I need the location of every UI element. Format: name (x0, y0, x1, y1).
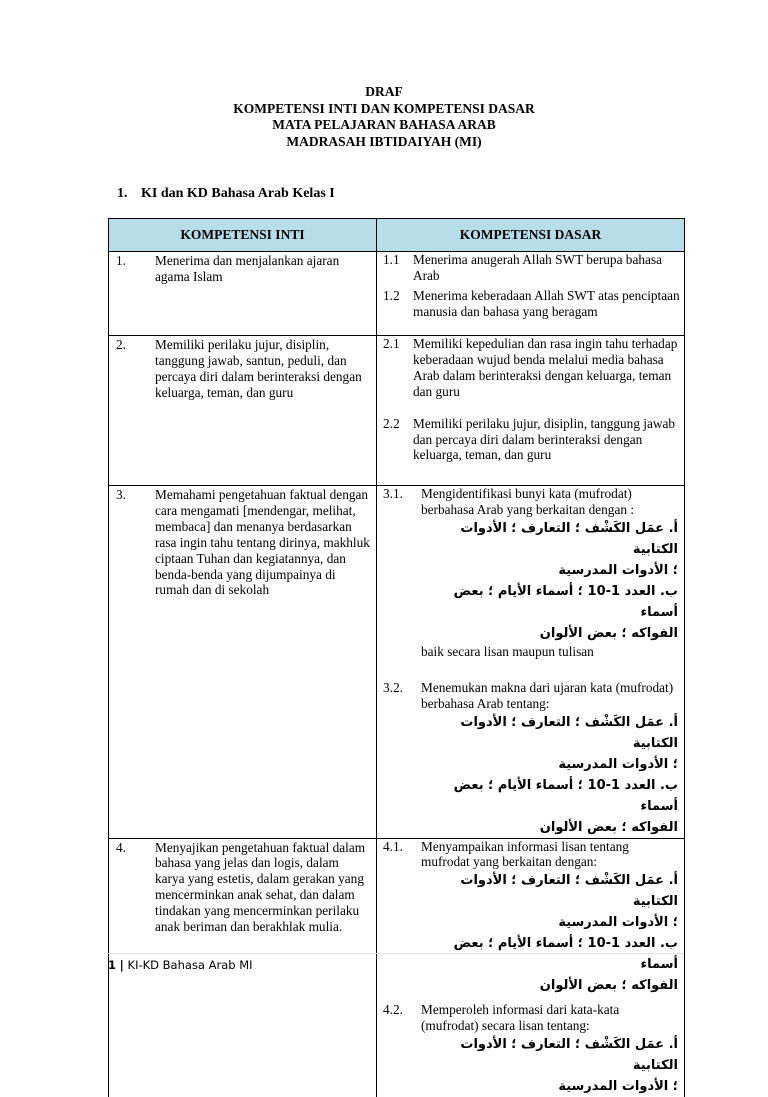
kd-text: Mengidentifikasi bunyi kata (mufrodat) berbahasa Arab yang berkaitan dengan : (421, 486, 635, 517)
kd-text: Memperoleh informasi dari kata-kata (mufrodat) secara lisan tentang: (421, 1002, 620, 1034)
kd-item (377, 252, 684, 284)
footer-separator: | (119, 958, 124, 972)
ki-number: 1. (116, 253, 126, 268)
ki-cell (109, 486, 377, 839)
ki-text: Menyajikan pengetahuan faktual dalam bahasa yang jelas dan logis, dalam karya yang estetis, dalam gerakan yang mencerminkan anak sehat, dan dalam tindakan yang mencerminkan perilaku anak beriman dan berakhlak mulia. (155, 839, 366, 935)
ki-text: Memiliki perilaku jujur, disiplin, tanggung jawab, santun, peduli, dan percaya diri dalam berinteraksi dengan keluarga, teman, dan guru (155, 337, 362, 400)
kd-cell (377, 252, 685, 336)
kd-text-after: baik secara lisan maupun tulisan (421, 643, 594, 659)
kd-item (377, 680, 684, 838)
kd-item (377, 336, 684, 400)
kd-cell (377, 486, 685, 839)
table-header-row (109, 219, 685, 252)
ki-text: Memahami pengetahuan faktual dengan cara mengamati [mendengar, melihat, membaca] dan menanya berdasarkan rasa ingin tahu tentang dirinya, makhluk ciptaan Tuhan dan kegiatannya, dan benda-benda yang dijumpainya di rumah dan di sekolah (155, 487, 370, 598)
kd-item (377, 288, 684, 320)
kd-text: Menerima keberadaan Allah SWT atas penciptaan manusia dan bahasa yang beragam (413, 287, 680, 319)
arabic-line: ؛ الأدوات المدرسية (558, 562, 678, 578)
document-title (0, 84, 768, 150)
arabic-line: أ. عمَل الكَشْف ؛ التعارف ؛ الأدوات الكتابية (460, 873, 678, 910)
arabic-line: الفواكه ؛ بعض الألوان (539, 978, 678, 994)
title-line-draf: DRAF (365, 84, 403, 99)
ki-text: Menerima dan menjalankan ajaran agama Islam (155, 253, 340, 284)
kd-number: 2.2 (383, 415, 400, 431)
kd-number: 1.2 (383, 287, 400, 303)
arabic-line: الفواكه ؛ بعض الألوان (539, 819, 678, 835)
kd-text: Menemukan makna dari ujaran kata (mufrodat) berbahasa Arab tentang: (421, 679, 674, 711)
kd-number: 3.2. (383, 679, 403, 695)
arabic-line: أ. عمَل الكَشْف ؛ التعارف ؛ الأدوات الكتابية (460, 714, 678, 751)
arabic-line: ب. العدد 1-10 ؛ أسماء الأيام ؛ بعض أسماء (453, 936, 678, 973)
title-line-school: MADRASAH IBTIDAIYAH (MI) (286, 133, 482, 149)
section-number: 1. (117, 186, 128, 201)
kd-text: Memiliki kepedulian dan rasa ingin tahu terhadap keberadaan wujud benda melalui media bahasa Arab dalam berinteraksi dengan keluarga, teman dan guru (413, 336, 678, 399)
kd-text: Memiliki perilaku jujur, disiplin, tanggung jawab dan percaya diri dalam berinteraksi dengan keluarga, teman, dan guru (413, 415, 676, 463)
section-title: KI dan KD Bahasa Arab Kelas I (141, 186, 335, 201)
table-row (109, 486, 685, 839)
arabic-line: ؛ الأدوات المدرسية (558, 1079, 678, 1095)
table-row (109, 252, 685, 336)
header-kompetensi-inti: KOMPETENSI INTI (109, 219, 377, 252)
arabic-line: الفواكه ؛ بعض الألوان (539, 625, 678, 641)
kd-cell (377, 336, 685, 486)
arabic-line: ب. العدد 1-10 ؛ أسماء الأيام ؛ بعض أسماء (453, 583, 678, 620)
section-heading (117, 186, 335, 202)
ki-number: 4. (116, 839, 126, 855)
kd-number: 1.1 (383, 252, 400, 267)
kd-item (377, 839, 684, 997)
ki-number: 2. (116, 337, 126, 352)
arabic-line: أ. عمَل الكَشْف ؛ التعارف ؛ الأدوات الكتابية (460, 1037, 678, 1074)
kd-number: 2.1 (383, 336, 400, 351)
kd-item (377, 416, 684, 464)
kd-number: 4.2. (383, 1002, 403, 1018)
ki-cell (109, 336, 377, 486)
ki-number: 3. (116, 487, 126, 502)
kd-cell (377, 838, 685, 1097)
page-footer (108, 958, 253, 972)
kd-item (377, 486, 684, 660)
ki-cell (109, 252, 377, 336)
footer-divider (108, 953, 683, 954)
kd-item (377, 1002, 684, 1097)
table-row (109, 336, 685, 486)
arabic-line: ؛ الأدوات المدرسية (558, 756, 678, 772)
header-kompetensi-dasar: KOMPETENSI DASAR (377, 219, 685, 252)
kd-number: 3.1. (383, 486, 403, 501)
page-number: 1 (108, 958, 117, 972)
title-line-ki-kd: KOMPETENSI INTI DAN KOMPETENSI DASAR (233, 100, 535, 116)
title-line-subject: MATA PELAJARAN BAHASA ARAB (272, 117, 496, 132)
kd-text: Menyampaikan informasi lisan tentang mufrodat yang berkaitan dengan: (421, 838, 629, 870)
arabic-line: أ. عمَل الكَشْف ؛ التعارف ؛ الأدوات الكتابية (460, 520, 678, 557)
arabic-line: ؛ الأدوات المدرسية (558, 915, 678, 931)
kd-number: 4.1. (383, 838, 403, 854)
kd-text: Menerima anugerah Allah SWT berupa bahasa Arab (413, 252, 662, 283)
arabic-line: ب. العدد 1-10 ؛ أسماء الأيام ؛ بعض أسماء (453, 777, 678, 814)
footer-text: KI-KD Bahasa Arab MI (127, 958, 253, 972)
